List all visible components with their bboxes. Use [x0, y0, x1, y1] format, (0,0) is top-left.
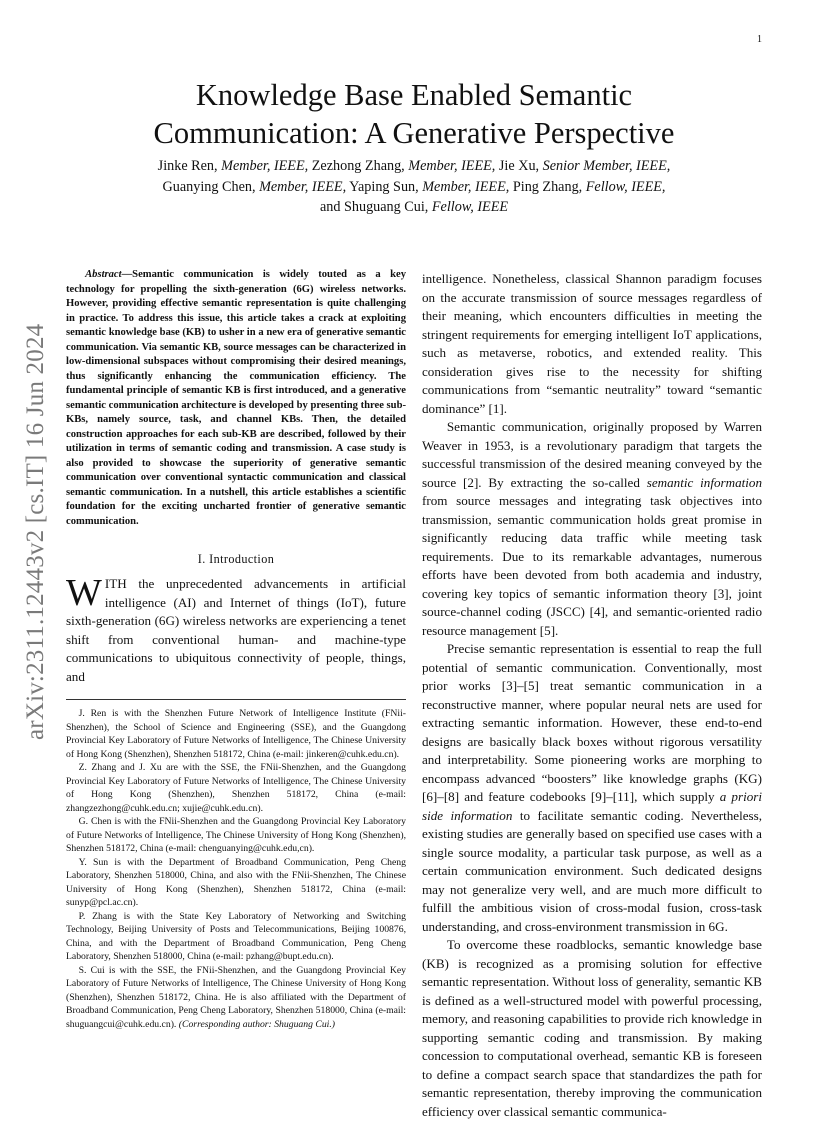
- author-segment: Ping Zhang,: [509, 178, 586, 195]
- page-number: 1: [757, 34, 762, 45]
- author-membership: Member, IEEE,: [422, 178, 510, 195]
- footnote: J. Ren is with the Shenzhen Future Network of Intelligence Institute (FNii-Shenzhen), the School of Science and Engineering (SSE), and the Guangdong Provincial Key Laboratory of Future Networks of Intelligence, The Chinese University of Hong Kong (Shenzhen), Shenzhen 518172, China (e-mail: jinkeren@cuhk.edu.cn).: [66, 708, 406, 760]
- emphasized-term: a priori side information: [422, 789, 762, 823]
- abstract-text: —Semantic communication is widely touted as a key technology for propelling the sixth-generation (6G) wireless networks. However, providing effective semantic representation is quite challenging in practice. To address this issue, this article takes a crack at exploiting semantic knowledge base (KB) to usher in a new era of generative semantic communication. Via semantic KB, source messages can be characterized in low-dimensional subspaces without compromising their desired meanings, thus significantly enhancing the communication efficiency. The fundamental principle of semantic KB is first introduced, and a generative semantic communication architecture is developed by presenting three sub-KBs, namely source, task, and channel KBs. Then, the detailed construction approaches for each sub-KB are described, followed by their utilization in terms of semantic coding and transmission. A case study is also provided to showcase the superiority of generative semantic communication over conventional syntactic communication and classical semantic communication. In a nutshell, this article establishes a scientific foundation for the exciting uncharted frontier of generative semantic communication.: [66, 269, 406, 527]
- author-segment: Zezhong Zhang,: [308, 158, 409, 174]
- footnote-text: S. Cui is with the SSE, the FNii-Shenzhen, and the Guangdong Provincial Key Laboratory of Future Networks of Intelligence, The Chinese University of Hong Kong (Shenzhen), Shenzhen 518172, China. He is also affiliated with the Department of Broadband Communication, Peng Cheng Laboratory, Shenzhen 518000, China (e-mail: shuguangcui@cuhk.edu.cn).: [66, 964, 406, 1030]
- section-heading-introduction: I. Introduction: [197, 552, 275, 566]
- author-line-3: [80, 197, 748, 218]
- introduction-paragraph: [66, 572, 406, 686]
- author-affiliation-footnotes: [66, 699, 406, 1031]
- author-segment: Jie Xu,: [495, 158, 543, 174]
- paragraph-text: Precise semantic representation is essential to reap the full potential of semantic communication. Conventionally, most prior works [3]–[5] treat semantic communication in a reconstructive manner, where popular neural nets are used for extracting semantic information. However, these end-to-end designs are basically black boxes without rigorous versatility and interpretability. Some pioneering works are morphing to encompass advanced “boosters” like knowledge graphs (KG) [6]–[8] and feature codebooks [9]–[11], which supply: [422, 641, 762, 804]
- author-line-1: [80, 156, 748, 177]
- emphasized-term: semantic information: [646, 474, 762, 490]
- footnote: Z. Zhang and J. Xu are with the SSE, the FNii-Shenzhen, and the Guangdong Provincial Key Laboratory of Future Networks of Intelligence, The Chinese University of Hong Kong (Shenzhen), Shenzhen 518172, China (e-mail: zhangzezhong@cuhk.edu.cn; xujie@cuhk.edu.cn).: [66, 762, 406, 814]
- author-segment: Guanying Chen,: [162, 178, 260, 195]
- author-membership: Member, IEEE,: [408, 158, 496, 174]
- body-paragraph: [422, 640, 762, 936]
- footnote: Y. Sun is with the Department of Broadband Communication, Peng Cheng Laboratory, Shenzhen 518000, China, and also with the FNii-Shenzhen, The Chinese University of Hong Kong (Shenzhen), Shenzhen 518172, China (e-mail: sunyp@pcl.ac.cn).: [66, 856, 406, 908]
- paragraph-text: To overcome these roadblocks, semantic knowledge base (KB) is recognized as a promising solution for effective semantic representation. Without loss of generality, semantic KB is defined as a well-structured model with powerful processing, memory, and reasoning capabilities to provide rich knowledge in supporting semantic coding and transmission. By making concession to computational overhead, semantic KB is foreseen to define a compact search space that standardizes the path for semantic representation, thereby improving the communication efficiency over classical semantic communica-: [422, 937, 762, 1119]
- paper-title-line-1: Knowledge Base Enabled Semantic: [195, 78, 633, 112]
- author-membership: Member, IEEE,: [259, 178, 347, 195]
- corresponding-author-note: (Corresponding author: Shuguang Cui.): [178, 1018, 336, 1030]
- author-list: [80, 156, 748, 218]
- author-membership: Senior Member, IEEE,: [542, 158, 671, 174]
- author-membership: Member, IEEE,: [221, 158, 309, 174]
- abstract: [66, 268, 406, 529]
- right-column: [422, 270, 762, 1121]
- paper-title-line-2: Communication: A Generative Perspective: [153, 116, 675, 150]
- abstract-label: Abstract: [85, 269, 122, 280]
- author-line-2: [80, 177, 748, 198]
- paragraph-text: intelligence. Nonetheless, classical Shannon paradigm focuses on the accurate transmission of source messages regardless of their meaning, which encounters difficulties in meeting the stringent requirements for emerging intelligent IoT applications, such as metaverse, robotics, and extended reality. This consideration gives rise to the necessity for shifting communications from “semantic neutrality” toward “semantic dominance” [1].: [422, 271, 762, 416]
- introduction-text: ITH the unprecedented advancements in artificial intelligence (AI) and Internet of things (IoT), future sixth-generation (6G) wireless networks are experiencing a tenet shift from conventional human- and machine-type communications to ubiquitous connectivity of people, things, and: [66, 576, 406, 684]
- left-column: [66, 268, 406, 1031]
- body-paragraph: [422, 418, 762, 640]
- author-membership: Fellow, IEEE,: [585, 178, 666, 195]
- footnote: G. Chen is with the FNii-Shenzhen and the Guangdong Provincial Key Laboratory of Future Networks of Intelligence, The Chinese University of Hong Kong (Shenzhen), Shenzhen 518172, China (e-mail: chenguanying@cuhk.edu,cn).: [66, 816, 406, 854]
- footnote: P. Zhang is with the State Key Laboratory of Networking and Switching Technology, Beijing University of Posts and Telecommunications, Beijing 100876, China, and with the Department of Broadband Communication, Peng Cheng Laboratory, Shenzhen 518000, China (e-mail: pzhang@bupt.edu.cn).: [66, 910, 406, 962]
- author-segment: Jinke Ren,: [157, 158, 222, 174]
- paper-title: [100, 76, 728, 152]
- drop-cap-letter: W: [66, 572, 102, 614]
- paragraph-text: Semantic communication, originally proposed by Warren Weaver in 1953, is a revolutionary paradigm that targets the successful transmission of the desired meaning conveyed by the source [2]. By extracting the so-called: [422, 419, 762, 490]
- body-paragraph: [422, 936, 762, 1121]
- paragraph-text: to facilitate semantic coding. Nevertheless, existing studies are generally based on specified use cases with a single source modality, a particular task purpose, as well as a certain communication environment. Such dedicated designs may not generalize very well, and are much more difficult to fulfill the ambitious vision of cross-modal fusion, cross-task understanding, and cross-environment transmission in 6G.: [422, 807, 762, 934]
- paragraph-text: from source messages and integrating task objectives into transmission, semantic communication holds great promise in significantly reducing data traffic while meeting task requirements. Due to its remarkable advantages, numerous efforts have been devoted from both academia and industry, covering key topics of semantic information theory [3], joint source-channel coding (JSCC) [4], and semantic-oriented radio resource management [5].: [422, 493, 762, 638]
- author-segment: and Shuguang Cui,: [319, 199, 432, 215]
- body-paragraph: [422, 270, 762, 418]
- arxiv-identifier-stamp: arXiv:2311.12443v2 [cs.IT] 16 Jun 2024: [22, 323, 49, 740]
- author-segment: Yaping Sun,: [346, 178, 423, 195]
- author-membership: Fellow, IEEE: [431, 199, 509, 215]
- footnote: [66, 964, 406, 1032]
